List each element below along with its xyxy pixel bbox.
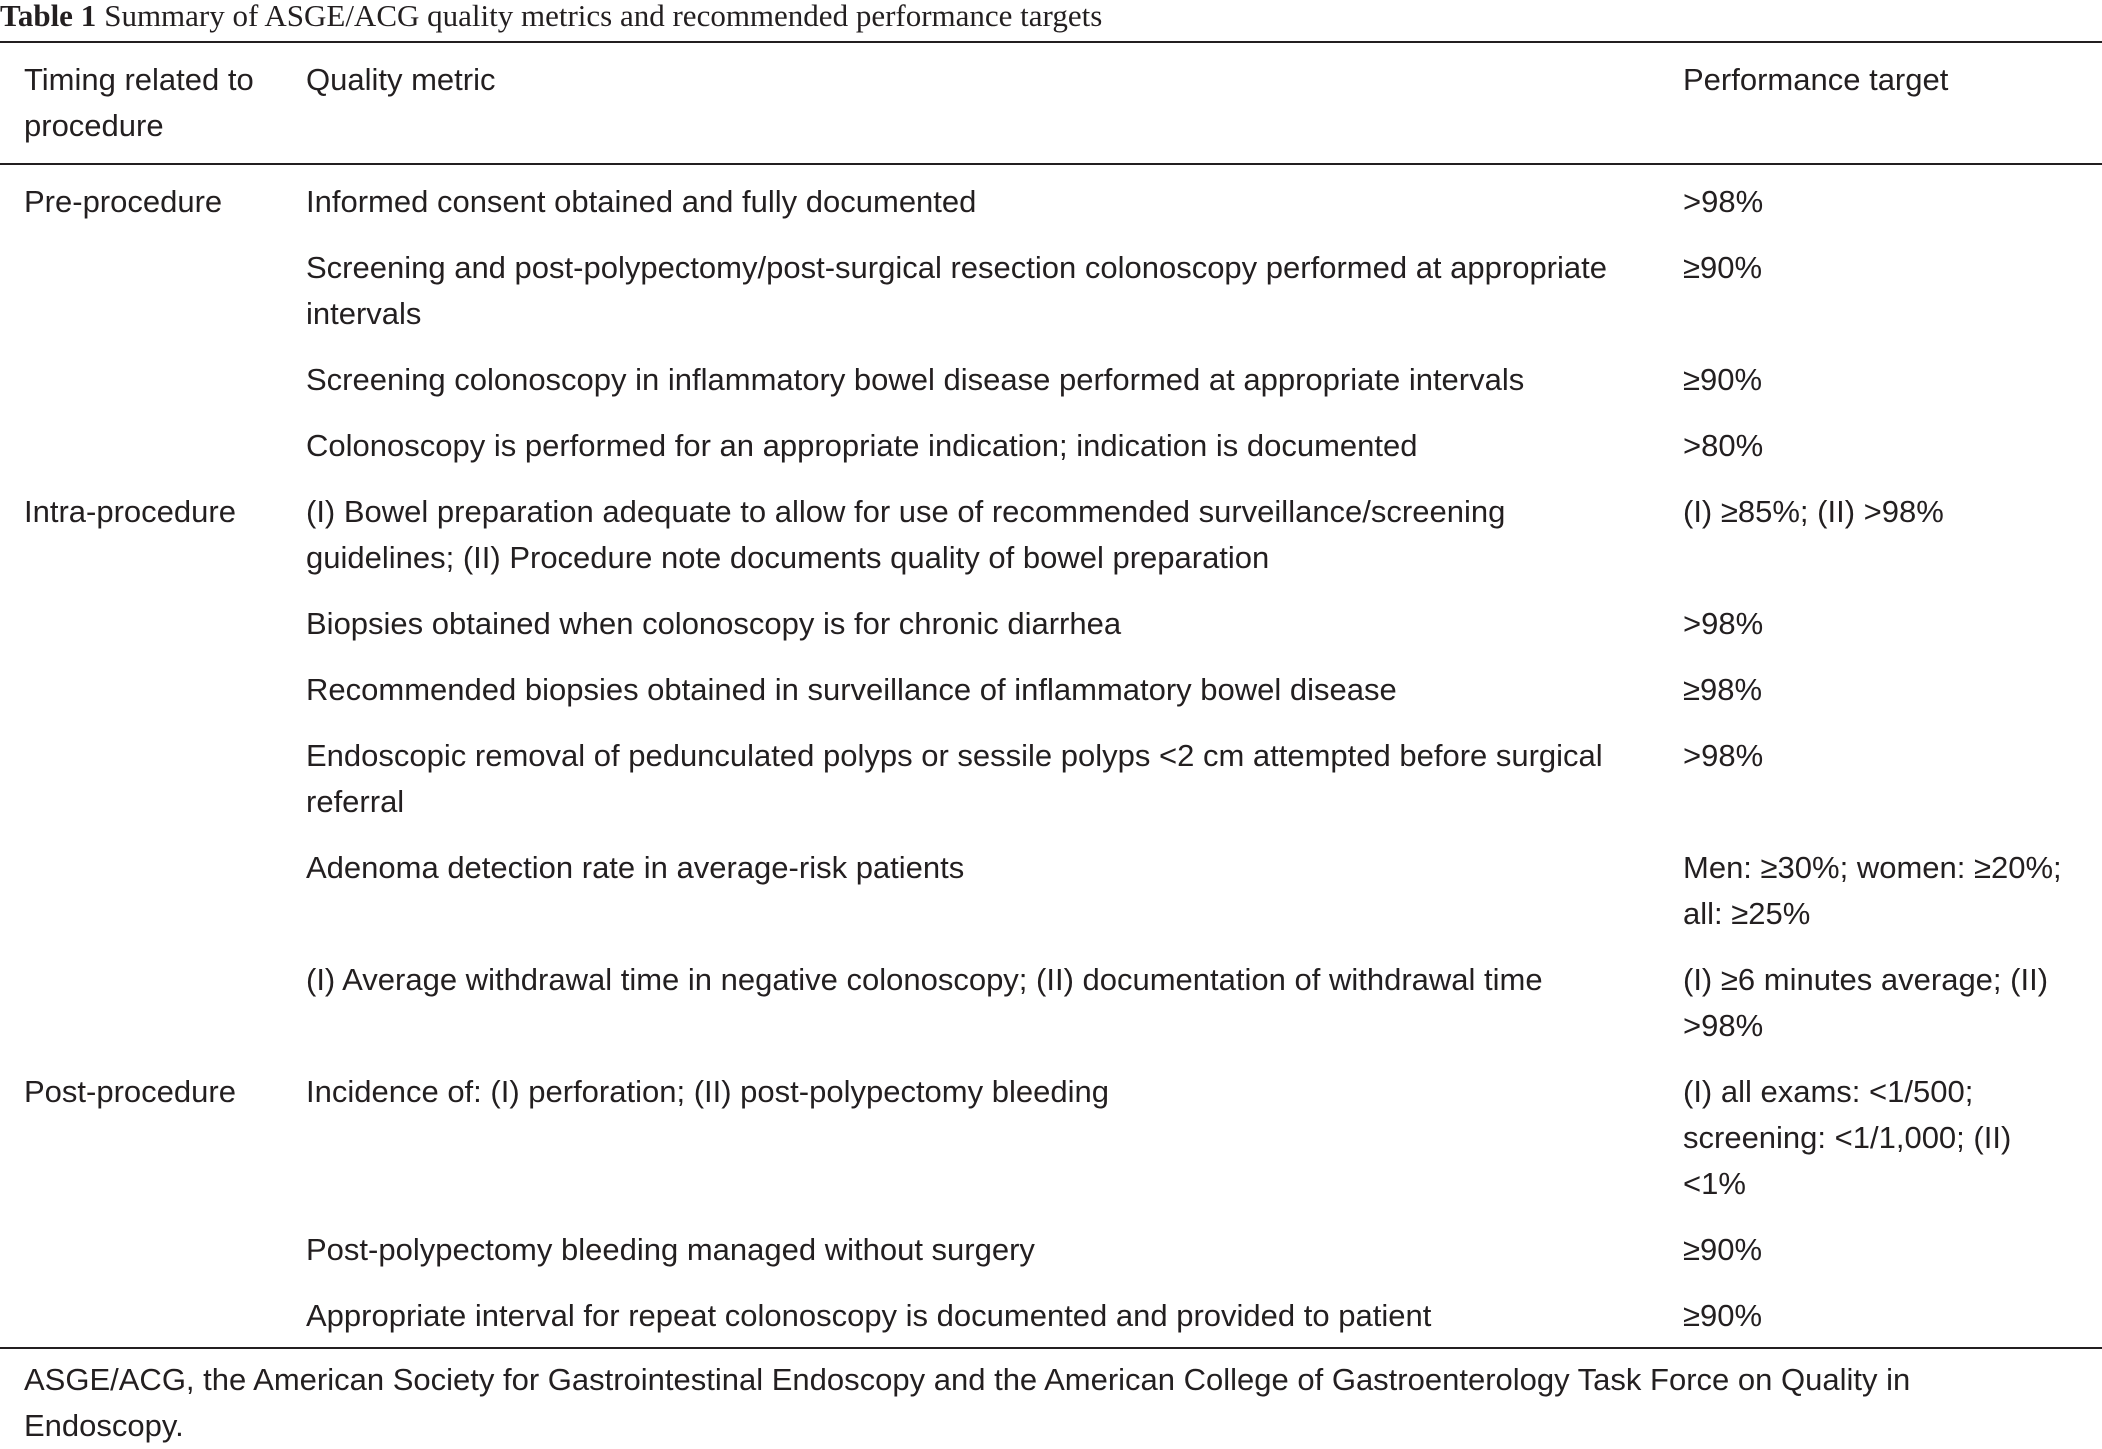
metric-cell: Informed consent obtained and fully documented bbox=[306, 184, 977, 219]
metric-cell: Appropriate interval for repeat colonoscopy is documented and provided to patient bbox=[306, 1298, 1432, 1333]
timing-cell bbox=[0, 1273, 282, 1348]
timing-cell bbox=[0, 713, 282, 825]
table-row bbox=[0, 1207, 2102, 1273]
metric-cell: Adenoma detection rate in average-risk patients bbox=[306, 850, 965, 885]
metric-cell: Colonoscopy is performed for an appropriate indication; indication is documented bbox=[306, 428, 1418, 463]
target-cell: >80% bbox=[1683, 428, 1764, 463]
target-cell: >98% bbox=[1683, 606, 1764, 641]
timing-cell: Intra-procedure bbox=[24, 494, 236, 529]
timing-cell bbox=[0, 647, 282, 713]
table-title: Summary of ASGE/ACG quality metrics and recommended performance targets bbox=[104, 0, 1103, 33]
table-body bbox=[0, 164, 2102, 1348]
target-cell: ≥90% bbox=[1683, 1298, 1763, 1333]
timing-cell bbox=[0, 337, 282, 403]
timing-cell bbox=[0, 581, 282, 647]
table-caption bbox=[0, 0, 1102, 42]
table-row bbox=[0, 164, 2102, 225]
header-quality-metric: Quality metric bbox=[306, 62, 496, 97]
metric-cell: Biopsies obtained when colonoscopy is for chronic diarrhea bbox=[306, 606, 1122, 641]
header-performance-target: Performance target bbox=[1683, 62, 1949, 97]
timing-cell bbox=[0, 403, 282, 469]
target-cell: (I) ≥6 minutes average; (II) >98% bbox=[1683, 962, 2049, 1043]
target-cell: ≥98% bbox=[1683, 672, 1763, 707]
target-cell: ≥90% bbox=[1683, 250, 1763, 285]
timing-cell bbox=[0, 225, 282, 337]
header-timing: Timing related to procedure bbox=[24, 62, 254, 143]
target-cell: (I) all exams: <1/500; screening: <1/1,000; (II) <1% bbox=[1683, 1074, 2012, 1201]
target-cell: Men: ≥30%; women: ≥20%; all: ≥25% bbox=[1683, 850, 2062, 931]
table-row bbox=[0, 225, 2102, 337]
target-cell: >98% bbox=[1683, 184, 1764, 219]
table-row bbox=[0, 337, 2102, 403]
timing-cell: Pre-procedure bbox=[24, 184, 223, 219]
metric-cell: Recommended biopsies obtained in surveillance of inflammatory bowel disease bbox=[306, 672, 1397, 707]
metric-cell: Screening colonoscopy in inflammatory bowel disease performed at appropriate intervals bbox=[306, 362, 1525, 397]
table-row bbox=[0, 647, 2102, 713]
table-row bbox=[0, 713, 2102, 825]
table-row bbox=[0, 825, 2102, 937]
timing-cell bbox=[0, 937, 282, 1049]
metric-cell: Endoscopic removal of pedunculated polyps or sessile polyps <2 cm attempted before surgical referral bbox=[306, 738, 1603, 819]
target-cell: >98% bbox=[1683, 738, 1764, 773]
table-header bbox=[0, 42, 2102, 164]
metric-cell: Screening and post-polypectomy/post-surgical resection colonoscopy performed at appropriate intervals bbox=[306, 250, 1607, 331]
table-label: Table 1 bbox=[0, 0, 97, 33]
metric-cell: Post-polypectomy bleeding managed without surgery bbox=[306, 1232, 1035, 1267]
table-row bbox=[0, 1273, 2102, 1348]
timing-cell bbox=[0, 825, 282, 937]
table-row bbox=[0, 403, 2102, 469]
metric-cell: (I) Bowel preparation adequate to allow for use of recommended surveillance/screening guidelines; (II) Procedure note documents quality of bowel preparation bbox=[306, 494, 1506, 575]
target-cell: ≥90% bbox=[1683, 362, 1763, 397]
header-row bbox=[0, 42, 2102, 164]
metric-cell: (I) Average withdrawal time in negative colonoscopy; (II) documentation of withdrawal time bbox=[306, 962, 1543, 997]
table-row bbox=[0, 937, 2102, 1049]
table-footnote: ASGE/ACG, the American Society for Gastrointestinal Endoscopy and the American College of Gastroenterology Task Force on Quality in Endoscopy. bbox=[24, 1362, 1911, 1443]
footnote-row bbox=[0, 1348, 2102, 1449]
quality-metrics-table bbox=[0, 41, 2102, 1449]
table-footer bbox=[0, 1348, 2102, 1449]
table-row bbox=[0, 581, 2102, 647]
table-row bbox=[0, 1049, 2102, 1207]
timing-cell bbox=[0, 1207, 282, 1273]
timing-cell: Post-procedure bbox=[24, 1074, 236, 1109]
table-row bbox=[0, 469, 2102, 581]
target-cell: (I) ≥85%; (II) >98% bbox=[1683, 494, 1944, 529]
target-cell: ≥90% bbox=[1683, 1232, 1763, 1267]
metric-cell: Incidence of: (I) perforation; (II) post-polypectomy bleeding bbox=[306, 1074, 1109, 1109]
